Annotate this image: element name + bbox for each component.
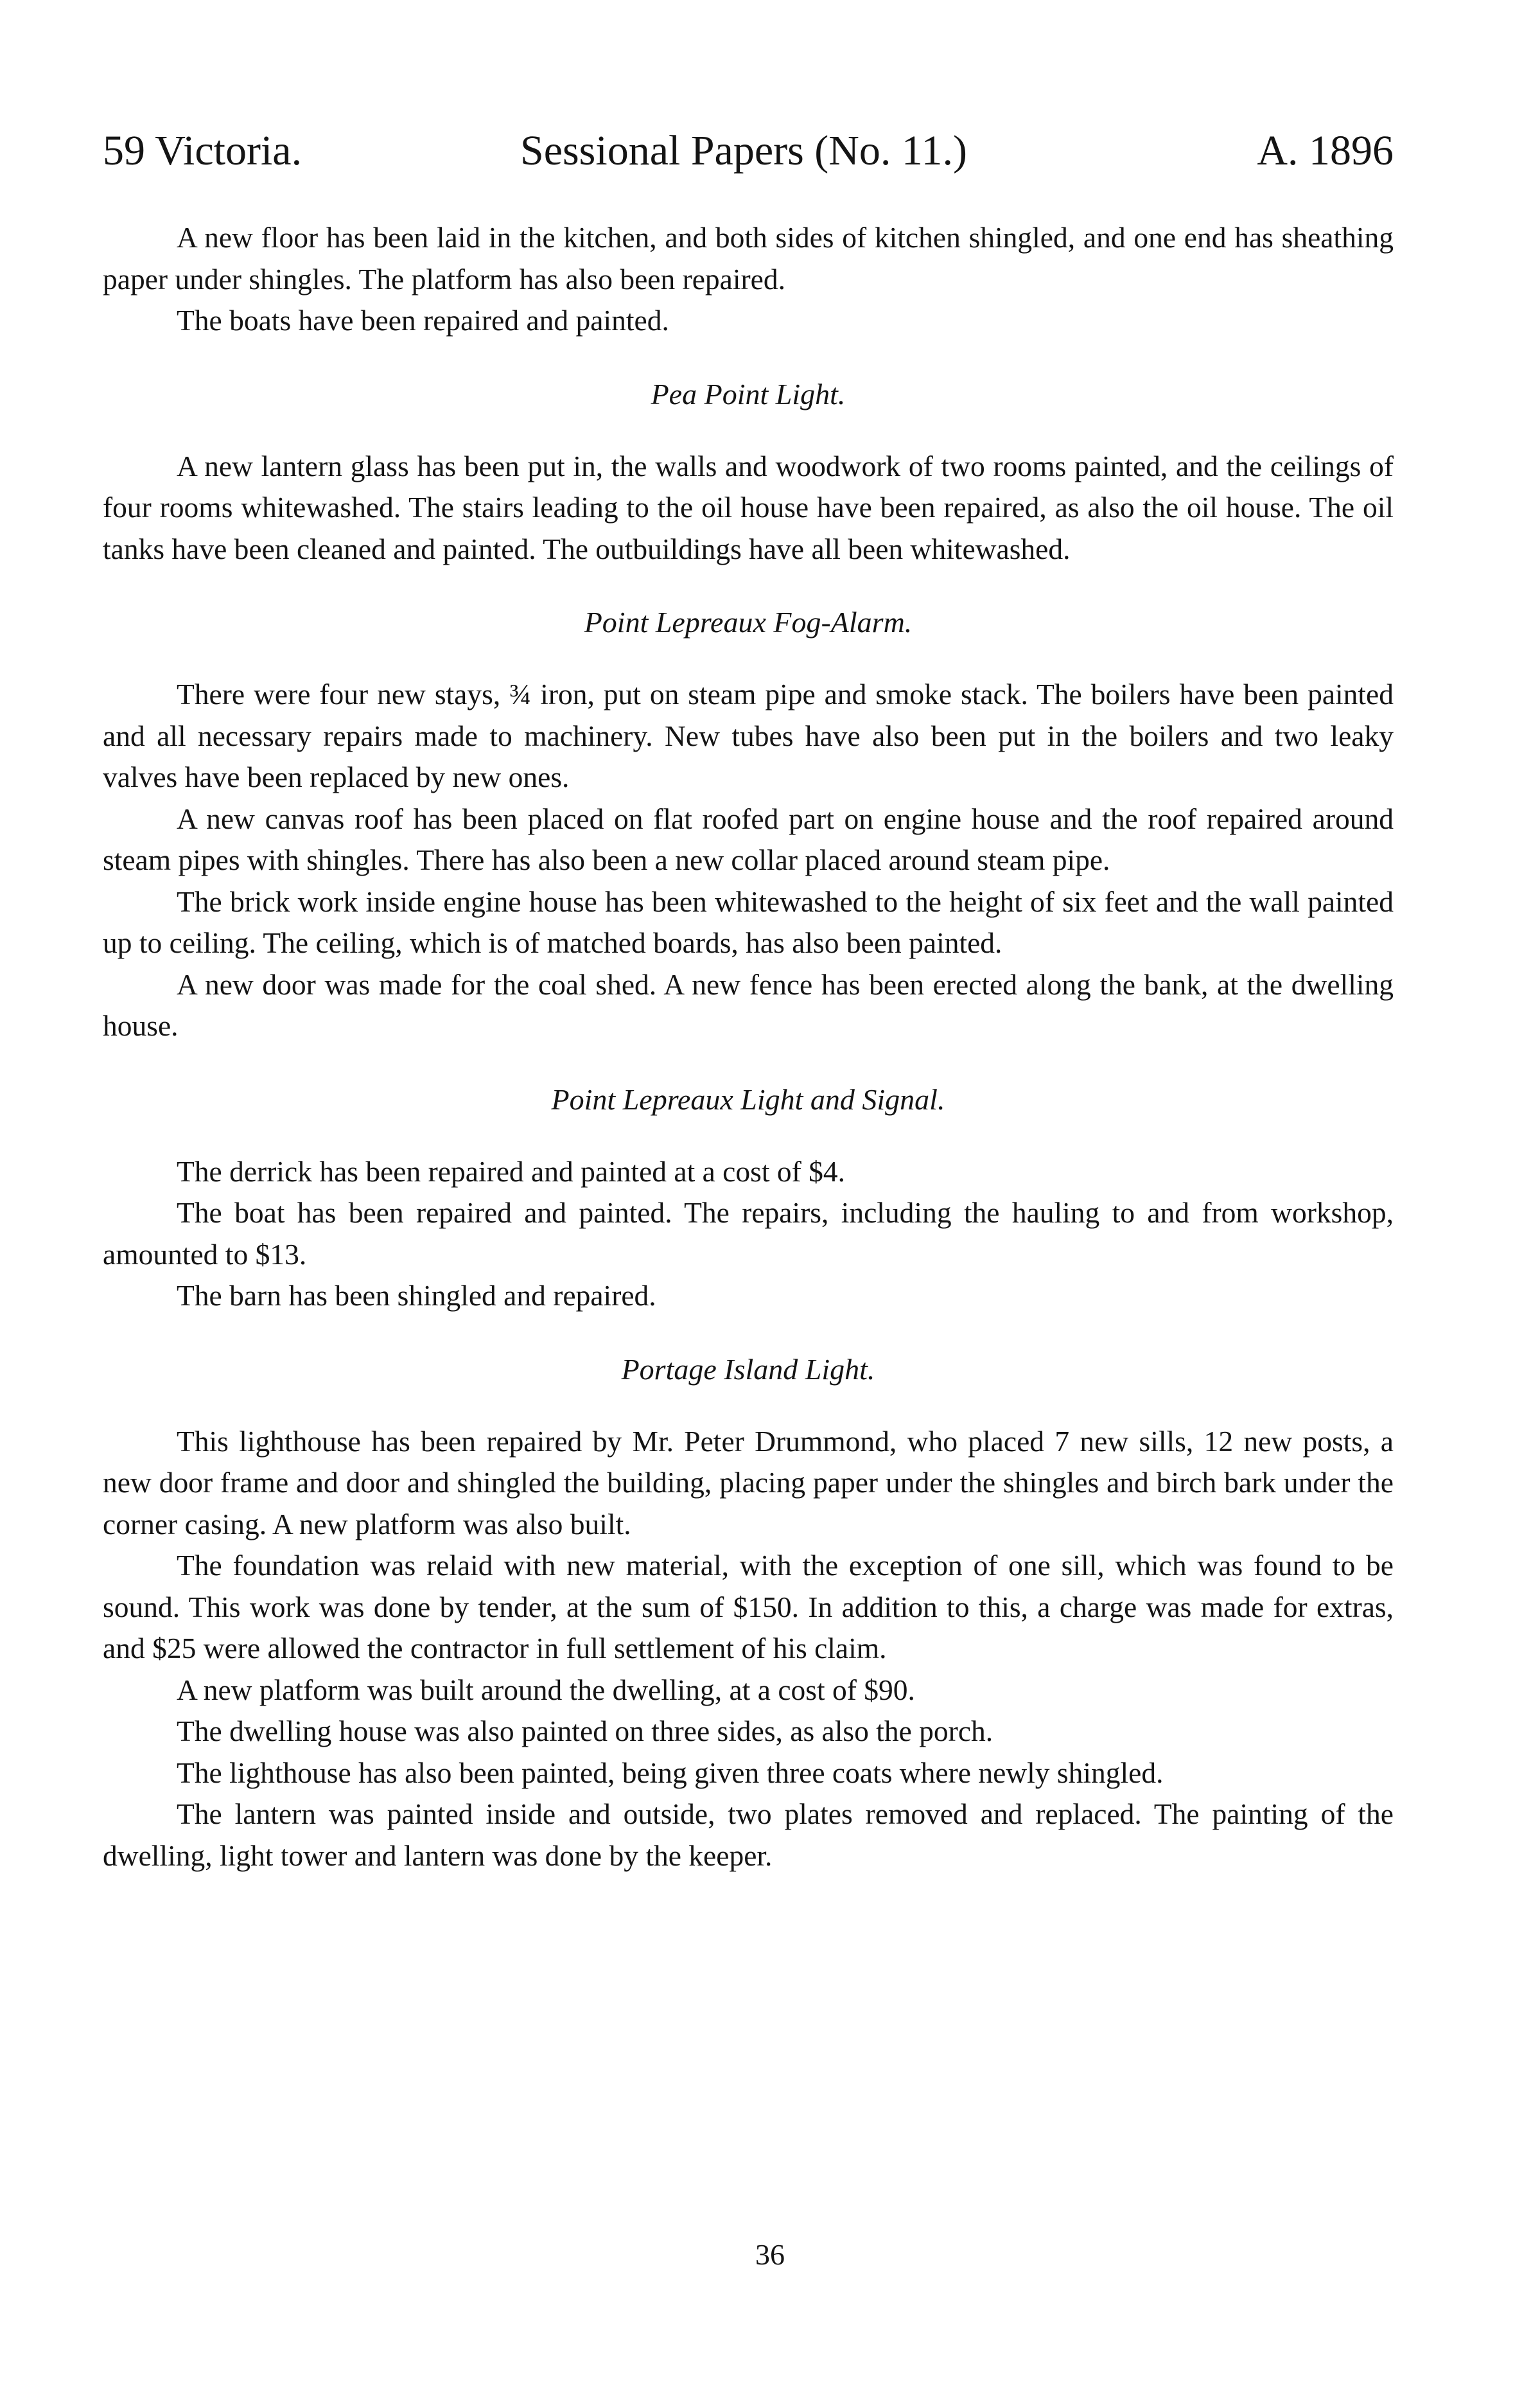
paragraph: A new lantern glass has been put in, the walls and woodwork of two rooms painted, and the ceilings of four rooms whitewashed. The stairs leading to the oil house have been repaired, as also the oil house. The oil tanks have been cleaned and painted. The outbuildings have all been whitewashed. — [103, 449, 1394, 565]
paragraph: The lighthouse has also been painted, being given three coats where newly shingled. — [177, 1756, 1164, 1789]
intro-paragraph: A new floor has been laid in the kitchen, and both sides of kitchen shingled, and one end has sheathing paper under shingles. The platform has also been repaired. — [103, 221, 1394, 296]
paragraph: The brick work inside engine house has been whitewashed to the height of six feet and the wall painted up to ceiling. The ceiling, which is of matched boards, has also been painted. — [103, 885, 1394, 959]
paragraph: The barn has been shingled and repaired. — [177, 1279, 656, 1312]
paragraph: The foundation was relaid with new material, with the exception of one sill, which was found to be sound. This work was done by tender, at the sum of $150. In addition to this, a charge was made for extras, and $25 were allowed the contractor in full settlement of his claim. — [103, 1549, 1394, 1664]
running-header — [103, 122, 1394, 180]
section-heading-portage-island-light: Portage Island Light. — [621, 1352, 875, 1386]
section-heading-point-lepreaux-fog-alarm: Point Lepreaux Fog-Alarm. — [584, 606, 913, 639]
intro-paragraph: The boats have been repaired and painted. — [177, 304, 669, 337]
header-session: 59 Victoria. — [103, 127, 302, 174]
page-number: 36 — [755, 2238, 785, 2271]
header-publication: Sessional Papers (No. 11.) — [520, 127, 967, 174]
paragraph: A new canvas roof has been placed on flat roofed part on engine house and the roof repaired around steam pipes with shingles. There has also been a new collar placed around steam pipe. — [103, 802, 1394, 876]
paragraph: A new platform was built around the dwelling, at a cost of $90. — [177, 1673, 915, 1706]
report-body — [103, 217, 1394, 1876]
paragraph: A new door was made for the coal shed. A new fence has been erected along the bank, at the dwelling house. — [103, 967, 1394, 1042]
paragraph: The boat has been repaired and painted. The repairs, including the hauling to and from workshop, amounted to $13. — [103, 1196, 1394, 1271]
paragraph: The dwelling house was also painted on three sides, as also the porch. — [177, 1715, 993, 1747]
paragraph: The lantern was painted inside and outside, two plates removed and replaced. The painting of the dwelling, light tower and lantern was done by the keeper. — [103, 1797, 1394, 1872]
header-year: A. 1896 — [1257, 127, 1394, 174]
section-heading-pea-point-light: Pea Point Light. — [651, 377, 846, 410]
paragraph: There were four new stays, ¾ iron, put on steam pipe and smoke stack. The boilers have been painted and all necessary repairs made to machinery. New tubes have also been put in the boilers and two leaky valves have been replaced by new ones. — [103, 678, 1394, 793]
section-heading-point-lepreaux-light-and-signal: Point Lepreaux Light and Signal. — [551, 1082, 945, 1116]
paragraph: The derrick has been repaired and painted at a cost of $4. — [177, 1154, 845, 1188]
paragraph: This lighthouse has been repaired by Mr. Peter Drummond, who placed 7 new sills, 12 new posts, a new door frame and door and shingled the building, placing paper under the shingles and birch bark under the corner casing. A new platform was also built. — [103, 1424, 1394, 1540]
